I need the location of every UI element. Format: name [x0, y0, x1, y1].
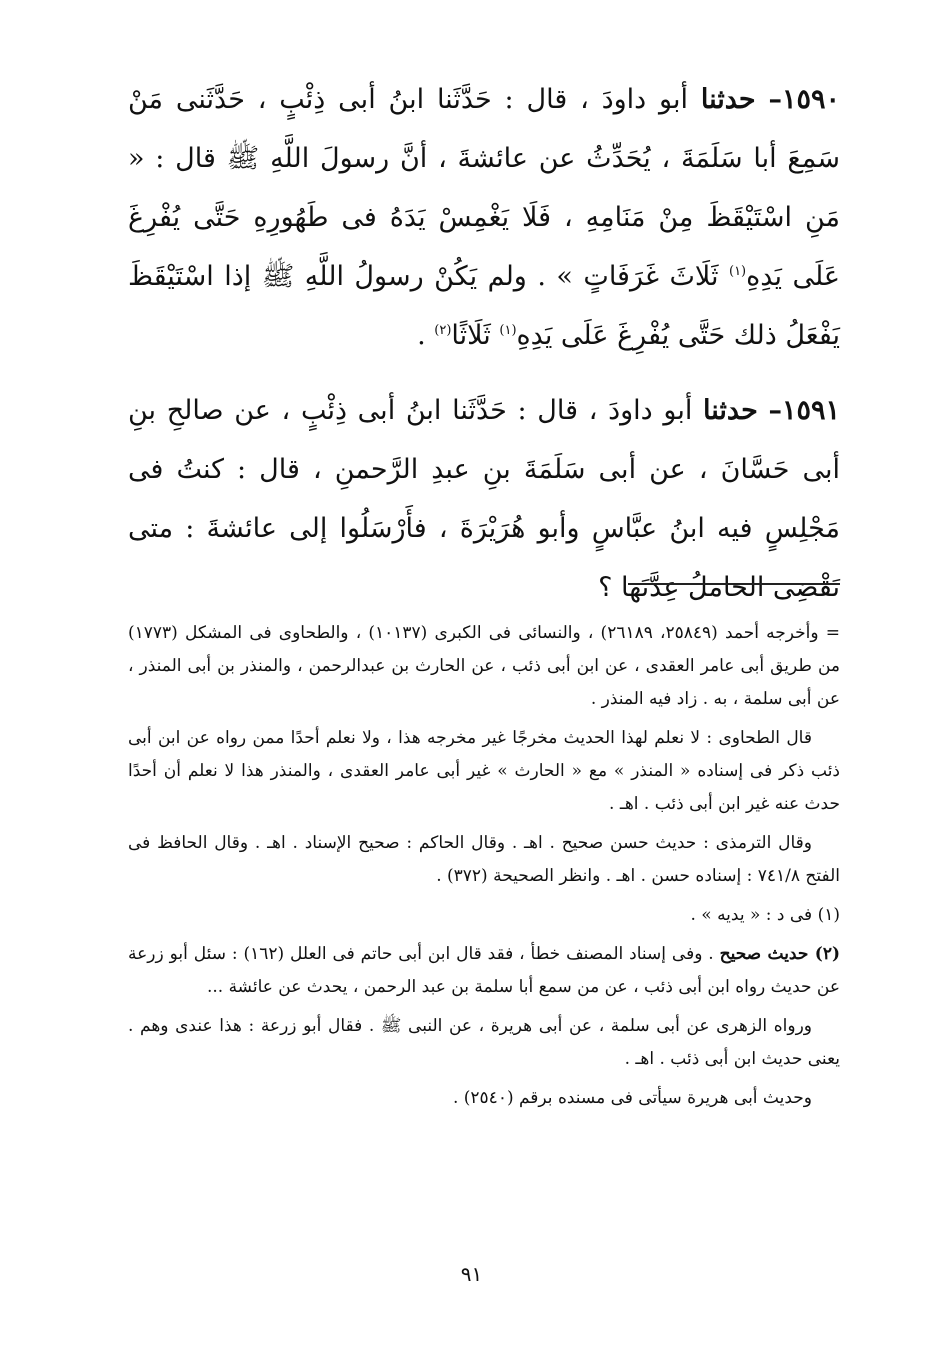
hadith-1591 [128, 381, 840, 617]
hadith-text: أبو داودَ ، قال : حَدَّثَنا ابنُ أبى ذِئْبٍ ، حَدَّثَنى مَنْ سَمِعَ أبا سَلَمَةَ ، يُحَدِّثُ عن عائشةَ ، أنَّ رسولَ اللَّهِ ﷺ قال : « مَنِ اسْتَيْقَظَ مِنْ مَنَامِهِ ، فَلَا يَغْمِسْ يَدَهُ فى طَهُورِهِ حَتَّى يُفْرِغَ عَلَى يَدِهِ [128, 84, 840, 292]
footnote-2 [128, 938, 840, 1004]
main-text-block [128, 70, 840, 633]
footnote-paragraph: وقال الترمذى : حديث حسن صحيح . اهـ . وقال الحاكم : صحيح الإسناد . اهـ . وقال الحافظ فى الفتح ٧٤١/٨ : إسناده حسن . اهـ . وانظر الصحيحة (٣٧٢) . [128, 833, 840, 886]
hadith-text-cont: ثَلَاثًا [451, 320, 500, 351]
footnote-2-text: . وفى إسناد المصنف خطأ ، فقد قال ابن أبى حاتم فى العلل (١٦٢) : سئل أبو زرعة عن حديث رواه ابن أبى ذئب ، عن من سمع أبا سلمة بن عبد الرحمن ، يحدث عن عائشة ... [128, 944, 840, 997]
footnote-ref: (١) [728, 264, 747, 279]
footnote-paragraph: ورواه الزهرى عن أبى سلمة ، عن أبى هريرة ، عن النبى ﷺ . فقال أبو زرعة : هذا عندى وهم . يعنى حديث ابن أبى ذئب . اهـ . [128, 1016, 840, 1069]
footnotes-block [128, 617, 840, 1121]
footnote-paragraph: وحديث أبى هريرة سيأتى فى مسنده برقم (٢٥٤٠) . [452, 1088, 812, 1108]
hadith-number: ١٥٩٠– [768, 84, 840, 115]
hadith-text: أبو داودَ ، قال : حَدَّثَنا ابنُ أبى ذِئْبٍ ، عن صالحِ بنِ أبى حَسَّانَ ، عن أبى سَلَمَةَ بنِ عبدِ الرَّحمنِ ، قال : كنتُ فى مَجْلِسٍ فيه ابنُ عبَّاسٍ وأبو هُرَيْرَةَ ، فأَرْسَلُوا إلى عائشةَ : متى تَقْضِى الحاملُ عِدَّتَها ؟ [128, 395, 840, 603]
footnote-2-lead: (٢) حديث صحيح [719, 944, 840, 964]
footnote-paragraph: قال الطحاوى : لا نعلم لهذا الحديث مخرجًا غير مخرجه هذا ، ولا نعلم أحدًا ممن رواه عن ابن أبى ذئب ذكر فى إسناده « المنذر » مع « الحارث » غير أبى عامر العقدى ، والمنذر هذا لا نعلم أن أحدًا حدث عنه غير ابن أبى ذئب . اهـ . [128, 728, 840, 814]
footnote-divider [628, 583, 840, 585]
footnote-ref: (١) [499, 323, 517, 338]
hadith-lead: حدثنا [700, 84, 756, 115]
footnote-ref: (٢) [434, 323, 452, 338]
hadith-text-cont: ثَلَاثَ غَرَفَاتٍ » . ولم يَكُنْ رسولُ اللَّهِ ﷺ إذا اسْتَيْقَظَ يَفْعَلُ ذلك حَتَّى يُفْرِغَ عَلَى يَدِهِ [128, 261, 840, 351]
hadith-1590 [128, 70, 840, 365]
page-number: ٩١ [460, 1262, 483, 1286]
footnote-1: (١) فى د : « يديه » . [690, 905, 840, 925]
hadith-text-end: . [417, 320, 435, 351]
footnote-paragraph: = وأخرجه أحمد (٢٥٨٤٩، ٢٦١٨٩) ، والنسائى فى الكبرى (١٠١٣٧) ، والطحاوى فى المشكل (١٧٧٣) من طريق أبى عامر العقدى ، عن ابن أبى ذئب ، عن الحارث بن عبدالرحمن ، والمنذر بن أبى المنذر ، عن أبى سلمة ، به . زاد فيه المنذر . [128, 623, 841, 709]
hadith-lead: حدثنا [703, 395, 758, 426]
hadith-number: ١٥٩١– [768, 395, 840, 426]
